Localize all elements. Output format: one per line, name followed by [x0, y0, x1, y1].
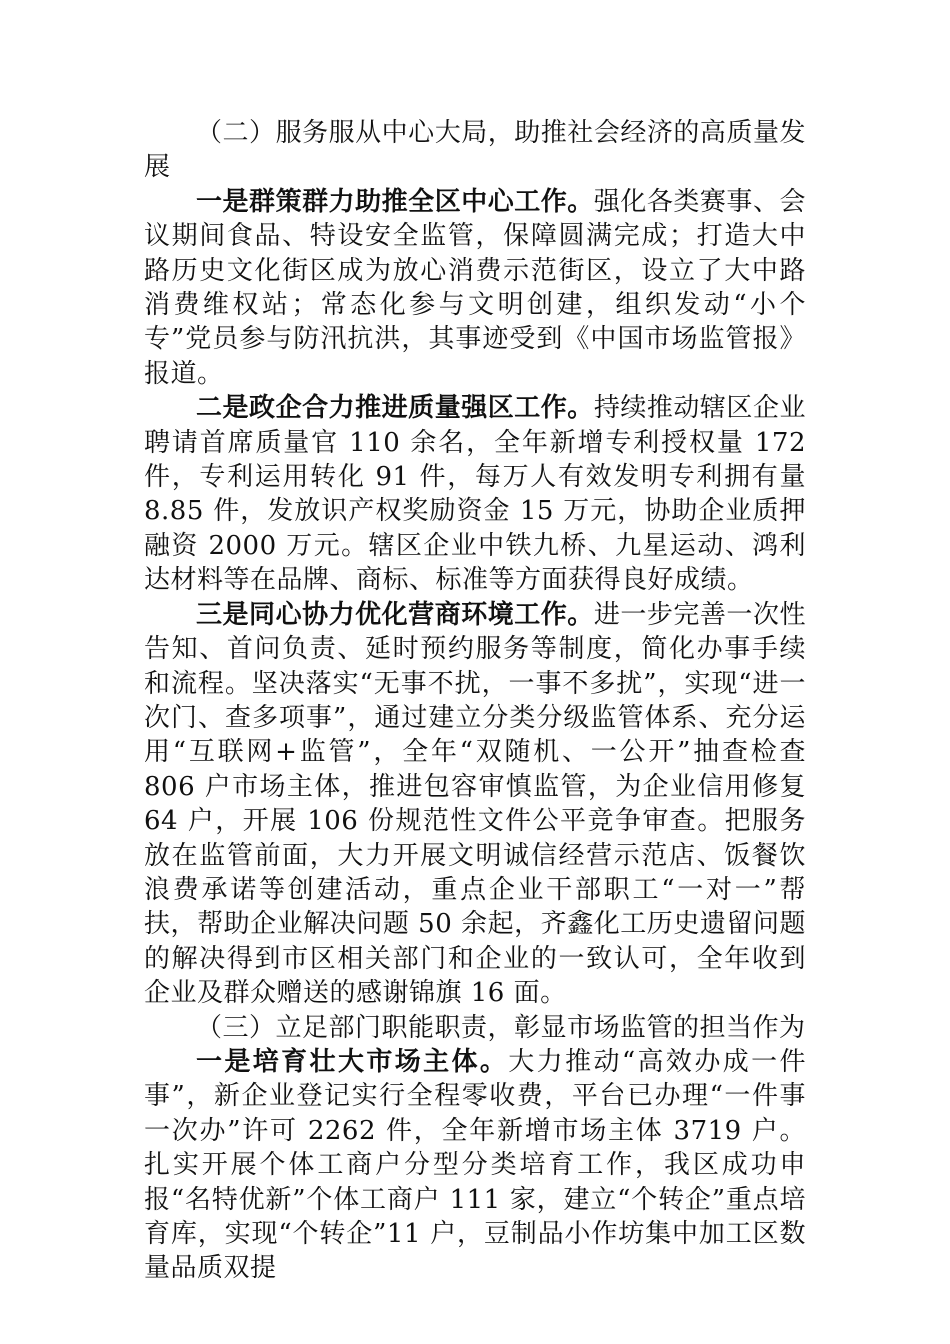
- document-page: [144, 116, 806, 1286]
- paragraph-3-body: 进一步完善一次性告知、首问负责、延时预约服务等制度，简化办事手续和流程。坚决落实“无事不扰，一事不多扰”，实现“进一次门、查多项事”，通过建立分类分级监管体系、充分运用“互联网+监管”，全年“双随机、一公开”抽查检查 806 户市场主体，推进包容审慎监管，为企业信用修复 64 户，开展 106 份规范性文件公平竞争审查。把服务放在监管前面，大力开展文明诚信经营示范店、饭餐饮浪费承诺等创建活动，重点企业干部职工“一对一”帮扶，帮助企业解决问题 50 余起，齐鑫化工历史遗留问题的解决得到市区相关部门和企业的一致认可，全年收到企业及群众赠送的感谢锦旗 16 面。: [144, 599, 806, 1009]
- section-heading-2: （二）服务服从中心大局，助推社会经济的高质量发展: [144, 118, 806, 183]
- paragraph-4-lead: 一是培育壮大市场主体。: [196, 1046, 509, 1077]
- paragraph-1-lead: 一是群策群力助推全区中心工作。: [196, 186, 594, 217]
- paragraph-4: [144, 1045, 806, 1286]
- paragraph-1: [144, 185, 806, 391]
- paragraph-1-body: 强化各类赛事、会议期间食品、特设安全监管，保障圆满完成；打造大中路历史文化街区成为放心消费示范街区，设立了大中路消费维权站；常态化参与文明创建，组织发动“小个专”党员参与防汛抗洪，其事迹受到《中国市场监管报》报道。: [144, 186, 806, 389]
- section-heading-3: （三）立足部门职能职责，彰显市场监管的担当作为: [196, 1012, 806, 1043]
- paragraph-2-lead: 二是政企合力推进质量强区工作。: [196, 393, 594, 424]
- paragraph-2: [144, 391, 806, 597]
- paragraph-4-body: 大力推动“高效办成一件事”，新企业登记实行全程零收费，平台已办理“一件事一次办”许可 2262 件，全年新增市场主体 3719 户。扎实开展个体工商户分型分类培育工作，我区成功申报“名特优新”个体工商户 111 家，建立“个转企”重点培育库，实现“个转企”11 户，豆制品小作坊集中加工区数量品质双提: [144, 1046, 806, 1284]
- paragraph-2-body: 持续推动辖区企业聘请首席质量官 110 余名，全年新增专利授权量 172 件，专利运用转化 91 件，每万人有效发明专利拥有量 8.85 件，发放识产权奖励资金 15 万元，协助企业质押融资 2000 万元。辖区企业中铁九桥、九星运动、鸿利达材料等在品牌、商标、标准等方面获得良好成绩。: [144, 393, 806, 596]
- paragraph-3: [144, 598, 806, 1011]
- paragraph-3-lead: 三是同心协力优化营商环境工作。: [196, 599, 594, 630]
